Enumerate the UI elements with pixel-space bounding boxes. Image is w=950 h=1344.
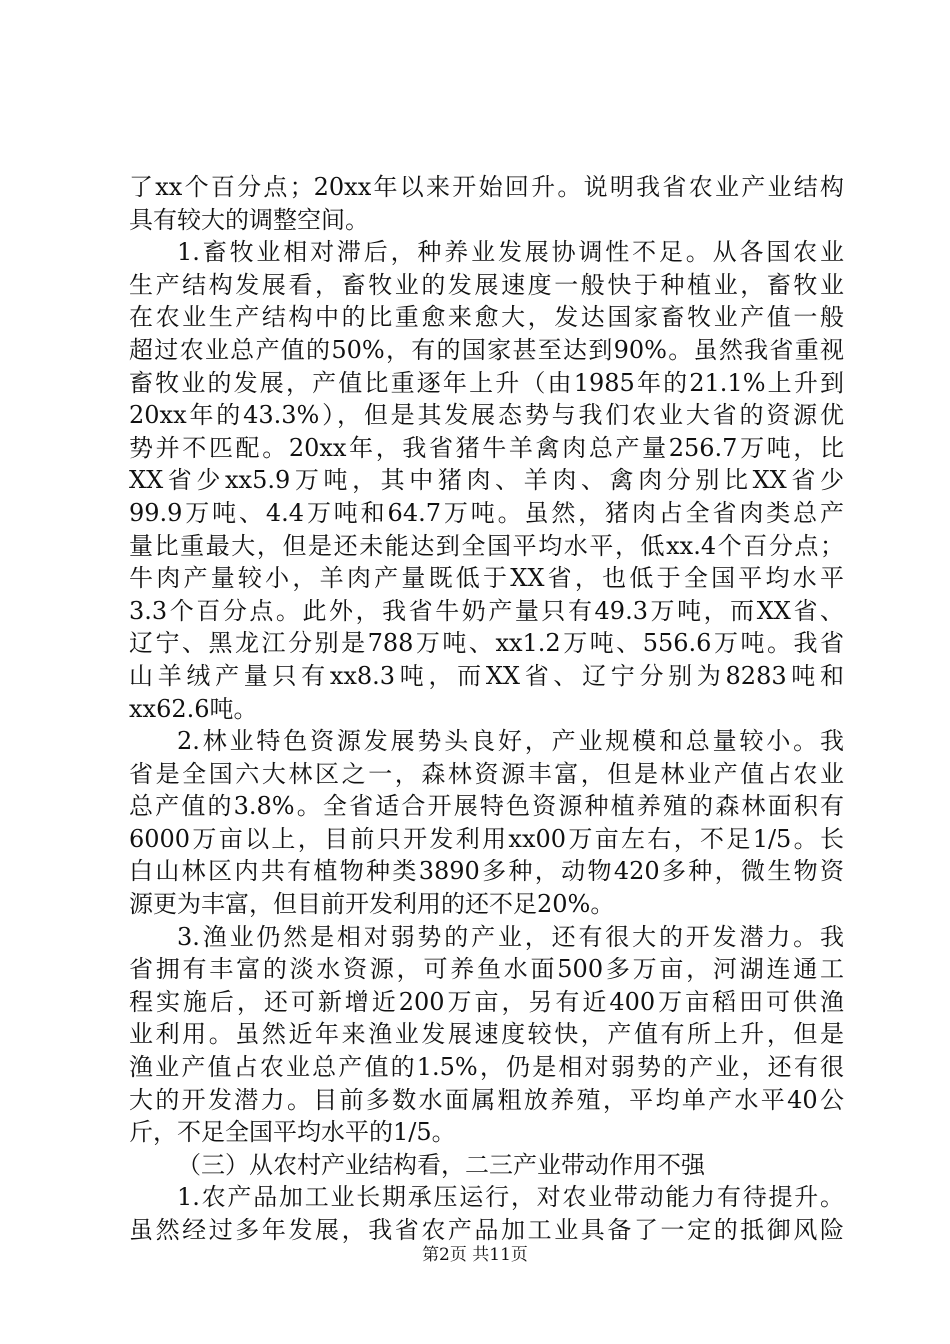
text-line: 超过农业总产值的50%，有的国家甚至达到90%。虽然我省重视 <box>129 335 844 364</box>
text-line: 业利用。虽然近年来渔业发展速度较快，产值有所上升，但是 <box>129 1020 844 1049</box>
text-line: 20xx年的43.3%），但是其发展态势与我们农业大省的资源优 <box>129 401 844 430</box>
text-line: 渔业产值占农业总产值的1.5%，仍是相对弱势的产业，还有很 <box>129 1053 844 1082</box>
text-line: 1.农产品加工业长期承压运行，对农业带动能力有待提升。 <box>177 1183 844 1212</box>
text-line: 省是全国六大林区之一，森林资源丰富，但是林业产值占农业 <box>129 759 844 788</box>
text-line: 源更为丰富，但目前开发利用的还不足20%。 <box>129 890 615 919</box>
text-line: 山羊绒产量只有xx8.3吨，而XX省、辽宁分别为8283吨和 <box>129 661 844 690</box>
text-line: 势并不匹配。20xx年，我省猪牛羊禽肉总产量256.7万吨，比 <box>129 433 844 462</box>
text-line: 白山林区内共有植物种类3890多种，动物420多种，微生物资 <box>129 857 844 886</box>
text-line: 3.3个百分点。此外，我省牛奶产量只有49.3万吨，而XX省、 <box>129 596 844 625</box>
text-line: 总产值的3.8%。全省适合开展特色资源种植养殖的森林面积有 <box>129 792 844 821</box>
text-line: 了xx个百分点；20xx年以来开始回升。说明我省农业产业结构 <box>129 173 844 201</box>
text-line: 1.畜牧业相对滞后，种养业发展协调性不足。从各国农业 <box>177 238 844 267</box>
text-line: （三）从农村产业结构看，二三产业带动作用不强 <box>177 1150 705 1179</box>
text-line: 牛肉产量较小，羊肉产量既低于XX省，也低于全国平均水平 <box>129 564 844 593</box>
text-line: 畜牧业的发展，产值比重逐年上升（由1985年的21.1%上升到 <box>129 368 844 397</box>
text-line: 大的开发潜力。目前多数水面属粗放养殖，平均单产水平40公 <box>129 1085 844 1114</box>
text-line: 虽然经过多年发展，我省农产品加工业具备了一定的抵御风险 <box>129 1216 844 1244</box>
text-line: 生产结构发展看，畜牧业的发展速度一般快于种植业，畜牧业 <box>129 270 844 299</box>
text-line: 具有较大的调整空间。 <box>129 205 369 234</box>
text-line: 量比重最大，但是还未能达到全国平均水平，低xx.4个百分点； <box>129 531 844 560</box>
text-line: 省拥有丰富的淡水资源，可养鱼水面500多万亩，河湖连通工 <box>129 955 844 984</box>
text-line: 99.9万吨、4.4万吨和64.7万吨。虽然，猪肉占全省肉类总产 <box>129 498 844 527</box>
text-line: 6000万亩以上，目前只开发利用xx00万亩左右，不足1/5。长 <box>129 824 844 853</box>
document-body <box>129 171 844 1247</box>
text-line: 辽宁、黑龙江分别是788万吨、xx1.2万吨、556.6万吨。我省 <box>129 629 844 658</box>
text-line: 3.渔业仍然是相对弱势的产业，还有很大的开发潜力。我 <box>177 922 844 951</box>
text-line: 在农业生产结构中的比重愈来愈大，发达国家畜牧业产值一般 <box>129 303 844 332</box>
text-line: 2.林业特色资源发展势头良好，产业规模和总量较小。我 <box>177 727 844 756</box>
text-line: XX省少xx5.9万吨，其中猪肉、羊肉、禽肉分别比XX省少 <box>129 466 844 495</box>
text-line: 斤，不足全国平均水平的1/5。 <box>129 1118 456 1147</box>
text-line: xx62.6吨。 <box>129 694 258 723</box>
text-line: 程实施后，还可新增近200万亩，另有近400万亩稻田可供渔 <box>129 987 844 1016</box>
page-footer: 第2页 共11页 <box>422 1245 528 1265</box>
